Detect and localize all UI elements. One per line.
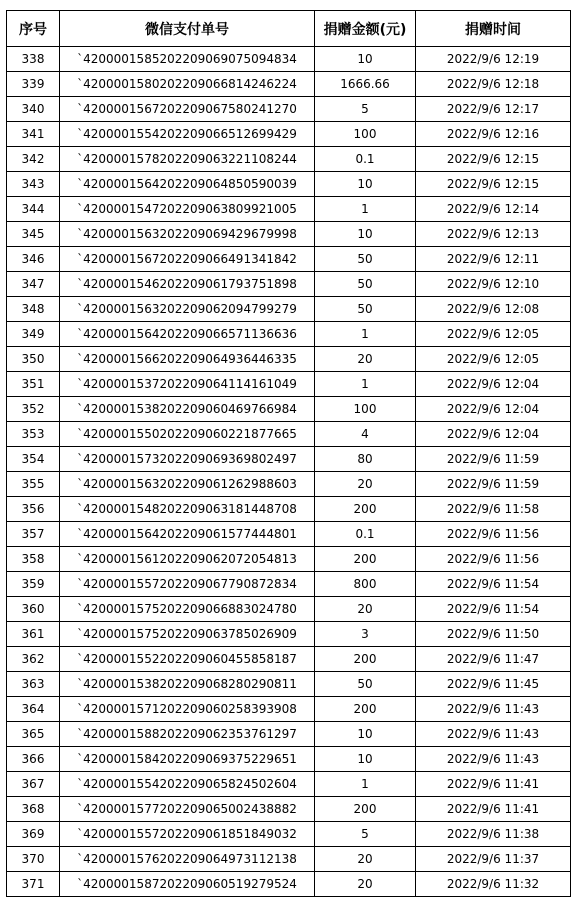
cell-order-number: `4200001571202209060258393908 bbox=[60, 697, 315, 722]
cell-time: 2022/9/6 12:19 bbox=[416, 47, 571, 72]
table-row bbox=[7, 597, 571, 622]
table-row bbox=[7, 497, 571, 522]
cell-time: 2022/9/6 12:04 bbox=[416, 422, 571, 447]
cell-order-number: `4200001567202209066491341842 bbox=[60, 247, 315, 272]
cell-time: 2022/9/6 11:56 bbox=[416, 547, 571, 572]
cell-order-number: `4200001564202209064850590039 bbox=[60, 172, 315, 197]
cell-amount: 800 bbox=[315, 572, 416, 597]
cell-order-number: `4200001563202209061262988603 bbox=[60, 472, 315, 497]
cell-serial-number: 347 bbox=[7, 272, 60, 297]
cell-amount: 1666.66 bbox=[315, 72, 416, 97]
cell-order-number: `4200001554202209066512699429 bbox=[60, 122, 315, 147]
cell-time: 2022/9/6 12:18 bbox=[416, 72, 571, 97]
cell-amount: 10 bbox=[315, 722, 416, 747]
cell-serial-number: 348 bbox=[7, 297, 60, 322]
table-row bbox=[7, 522, 571, 547]
cell-time: 2022/9/6 12:15 bbox=[416, 147, 571, 172]
cell-serial-number: 338 bbox=[7, 47, 60, 72]
cell-amount: 100 bbox=[315, 397, 416, 422]
cell-time: 2022/9/6 12:14 bbox=[416, 197, 571, 222]
table-row bbox=[7, 47, 571, 72]
cell-amount: 5 bbox=[315, 822, 416, 847]
cell-serial-number: 354 bbox=[7, 447, 60, 472]
table-row bbox=[7, 572, 571, 597]
cell-time: 2022/9/6 11:45 bbox=[416, 672, 571, 697]
cell-serial-number: 358 bbox=[7, 547, 60, 572]
cell-order-number: `4200001547202209063809921005 bbox=[60, 197, 315, 222]
cell-amount: 0.1 bbox=[315, 147, 416, 172]
table-row bbox=[7, 322, 571, 347]
table-row bbox=[7, 722, 571, 747]
cell-amount: 80 bbox=[315, 447, 416, 472]
cell-serial-number: 357 bbox=[7, 522, 60, 547]
cell-amount: 10 bbox=[315, 172, 416, 197]
cell-order-number: `4200001548202209063181448708 bbox=[60, 497, 315, 522]
cell-order-number: `4200001538202209068280290811 bbox=[60, 672, 315, 697]
table-row bbox=[7, 422, 571, 447]
table-row bbox=[7, 797, 571, 822]
cell-amount: 50 bbox=[315, 672, 416, 697]
cell-time: 2022/9/6 11:59 bbox=[416, 472, 571, 497]
cell-amount: 50 bbox=[315, 247, 416, 272]
cell-order-number: `4200001584202209069375229651 bbox=[60, 747, 315, 772]
cell-time: 2022/9/6 11:50 bbox=[416, 622, 571, 647]
table-row bbox=[7, 672, 571, 697]
header-serial-number: 序号 bbox=[7, 11, 60, 47]
cell-order-number: `4200001563202209069429679998 bbox=[60, 222, 315, 247]
cell-order-number: `4200001537202209064114161049 bbox=[60, 372, 315, 397]
cell-serial-number: 340 bbox=[7, 97, 60, 122]
cell-serial-number: 362 bbox=[7, 647, 60, 672]
cell-serial-number: 371 bbox=[7, 872, 60, 897]
cell-time: 2022/9/6 12:05 bbox=[416, 322, 571, 347]
cell-order-number: `4200001554202209065824502604 bbox=[60, 772, 315, 797]
table-row bbox=[7, 622, 571, 647]
cell-serial-number: 345 bbox=[7, 222, 60, 247]
cell-time: 2022/9/6 11:41 bbox=[416, 772, 571, 797]
cell-order-number: `4200001585202209069075094834 bbox=[60, 47, 315, 72]
cell-order-number: `4200001557202209067790872834 bbox=[60, 572, 315, 597]
cell-time: 2022/9/6 11:59 bbox=[416, 447, 571, 472]
cell-order-number: `4200001578202209063221108244 bbox=[60, 147, 315, 172]
cell-amount: 1 bbox=[315, 197, 416, 222]
cell-time: 2022/9/6 11:43 bbox=[416, 747, 571, 772]
cell-amount: 0.1 bbox=[315, 522, 416, 547]
cell-amount: 200 bbox=[315, 547, 416, 572]
cell-serial-number: 342 bbox=[7, 147, 60, 172]
cell-serial-number: 366 bbox=[7, 747, 60, 772]
cell-time: 2022/9/6 11:43 bbox=[416, 722, 571, 747]
table-row bbox=[7, 72, 571, 97]
cell-time: 2022/9/6 12:11 bbox=[416, 247, 571, 272]
cell-amount: 4 bbox=[315, 422, 416, 447]
cell-order-number: `4200001588202209062353761297 bbox=[60, 722, 315, 747]
cell-time: 2022/9/6 12:10 bbox=[416, 272, 571, 297]
cell-time: 2022/9/6 11:38 bbox=[416, 822, 571, 847]
cell-order-number: `4200001577202209065002438882 bbox=[60, 797, 315, 822]
cell-amount: 50 bbox=[315, 272, 416, 297]
cell-time: 2022/9/6 12:17 bbox=[416, 97, 571, 122]
donation-table bbox=[6, 10, 571, 897]
table-row bbox=[7, 147, 571, 172]
cell-amount: 3 bbox=[315, 622, 416, 647]
cell-amount: 1 bbox=[315, 322, 416, 347]
cell-amount: 10 bbox=[315, 747, 416, 772]
header-wechat-order-number: 微信支付单号 bbox=[60, 11, 315, 47]
cell-time: 2022/9/6 11:41 bbox=[416, 797, 571, 822]
cell-order-number: `4200001587202209060519279524 bbox=[60, 872, 315, 897]
cell-serial-number: 370 bbox=[7, 847, 60, 872]
cell-order-number: `4200001564202209061577444801 bbox=[60, 522, 315, 547]
table-row bbox=[7, 347, 571, 372]
cell-order-number: `4200001561202209062072054813 bbox=[60, 547, 315, 572]
cell-serial-number: 350 bbox=[7, 347, 60, 372]
cell-amount: 1 bbox=[315, 772, 416, 797]
cell-order-number: `4200001575202209066883024780 bbox=[60, 597, 315, 622]
cell-order-number: `4200001550202209060221877665 bbox=[60, 422, 315, 447]
table-row bbox=[7, 547, 571, 572]
cell-order-number: `4200001563202209062094799279 bbox=[60, 297, 315, 322]
cell-time: 2022/9/6 12:04 bbox=[416, 397, 571, 422]
cell-serial-number: 343 bbox=[7, 172, 60, 197]
table-row bbox=[7, 772, 571, 797]
cell-amount: 20 bbox=[315, 597, 416, 622]
cell-order-number: `4200001575202209063785026909 bbox=[60, 622, 315, 647]
cell-serial-number: 360 bbox=[7, 597, 60, 622]
cell-order-number: `4200001546202209061793751898 bbox=[60, 272, 315, 297]
table-row bbox=[7, 122, 571, 147]
table-row bbox=[7, 847, 571, 872]
header-row bbox=[7, 11, 571, 47]
cell-order-number: `4200001580202209066814246224 bbox=[60, 72, 315, 97]
cell-order-number: `4200001567202209067580241270 bbox=[60, 97, 315, 122]
cell-amount: 5 bbox=[315, 97, 416, 122]
cell-serial-number: 356 bbox=[7, 497, 60, 522]
cell-serial-number: 341 bbox=[7, 122, 60, 147]
cell-serial-number: 355 bbox=[7, 472, 60, 497]
cell-amount: 20 bbox=[315, 872, 416, 897]
cell-order-number: `4200001552202209060455858187 bbox=[60, 647, 315, 672]
table-row bbox=[7, 872, 571, 897]
cell-amount: 200 bbox=[315, 647, 416, 672]
cell-amount: 200 bbox=[315, 497, 416, 522]
cell-time: 2022/9/6 11:56 bbox=[416, 522, 571, 547]
cell-serial-number: 363 bbox=[7, 672, 60, 697]
cell-time: 2022/9/6 11:32 bbox=[416, 872, 571, 897]
cell-time: 2022/9/6 12:04 bbox=[416, 372, 571, 397]
table-row bbox=[7, 747, 571, 772]
cell-amount: 20 bbox=[315, 847, 416, 872]
table-row bbox=[7, 397, 571, 422]
table-row bbox=[7, 247, 571, 272]
cell-time: 2022/9/6 12:16 bbox=[416, 122, 571, 147]
table-row bbox=[7, 97, 571, 122]
cell-serial-number: 368 bbox=[7, 797, 60, 822]
table-row bbox=[7, 447, 571, 472]
cell-amount: 10 bbox=[315, 47, 416, 72]
header-donation-amount: 捐赠金额(元) bbox=[315, 11, 416, 47]
cell-serial-number: 352 bbox=[7, 397, 60, 422]
cell-serial-number: 364 bbox=[7, 697, 60, 722]
cell-serial-number: 344 bbox=[7, 197, 60, 222]
table-row bbox=[7, 222, 571, 247]
cell-order-number: `4200001557202209061851849032 bbox=[60, 822, 315, 847]
table-row bbox=[7, 297, 571, 322]
cell-serial-number: 351 bbox=[7, 372, 60, 397]
table-row bbox=[7, 472, 571, 497]
cell-time: 2022/9/6 12:05 bbox=[416, 347, 571, 372]
cell-time: 2022/9/6 12:13 bbox=[416, 222, 571, 247]
cell-time: 2022/9/6 11:37 bbox=[416, 847, 571, 872]
cell-serial-number: 359 bbox=[7, 572, 60, 597]
cell-amount: 1 bbox=[315, 372, 416, 397]
cell-amount: 200 bbox=[315, 797, 416, 822]
table-row bbox=[7, 372, 571, 397]
cell-serial-number: 367 bbox=[7, 772, 60, 797]
cell-order-number: `4200001566202209064936446335 bbox=[60, 347, 315, 372]
cell-serial-number: 369 bbox=[7, 822, 60, 847]
cell-serial-number: 339 bbox=[7, 72, 60, 97]
cell-amount: 50 bbox=[315, 297, 416, 322]
cell-serial-number: 361 bbox=[7, 622, 60, 647]
cell-time: 2022/9/6 11:47 bbox=[416, 647, 571, 672]
cell-time: 2022/9/6 11:43 bbox=[416, 697, 571, 722]
table-row bbox=[7, 272, 571, 297]
cell-amount: 200 bbox=[315, 697, 416, 722]
cell-serial-number: 353 bbox=[7, 422, 60, 447]
cell-serial-number: 365 bbox=[7, 722, 60, 747]
cell-time: 2022/9/6 12:15 bbox=[416, 172, 571, 197]
cell-amount: 10 bbox=[315, 222, 416, 247]
cell-order-number: `4200001573202209069369802497 bbox=[60, 447, 315, 472]
cell-serial-number: 349 bbox=[7, 322, 60, 347]
cell-amount: 20 bbox=[315, 472, 416, 497]
cell-amount: 100 bbox=[315, 122, 416, 147]
header-donation-time: 捐赠时间 bbox=[416, 11, 571, 47]
cell-order-number: `4200001576202209064973112138 bbox=[60, 847, 315, 872]
cell-order-number: `4200001538202209060469766984 bbox=[60, 397, 315, 422]
table-row bbox=[7, 172, 571, 197]
table-row bbox=[7, 697, 571, 722]
table-row bbox=[7, 197, 571, 222]
table-row bbox=[7, 822, 571, 847]
cell-time: 2022/9/6 12:08 bbox=[416, 297, 571, 322]
cell-order-number: `4200001564202209066571136636 bbox=[60, 322, 315, 347]
cell-time: 2022/9/6 11:58 bbox=[416, 497, 571, 522]
cell-time: 2022/9/6 11:54 bbox=[416, 597, 571, 622]
table-row bbox=[7, 647, 571, 672]
cell-amount: 20 bbox=[315, 347, 416, 372]
table-body bbox=[7, 47, 571, 897]
cell-time: 2022/9/6 11:54 bbox=[416, 572, 571, 597]
cell-serial-number: 346 bbox=[7, 247, 60, 272]
